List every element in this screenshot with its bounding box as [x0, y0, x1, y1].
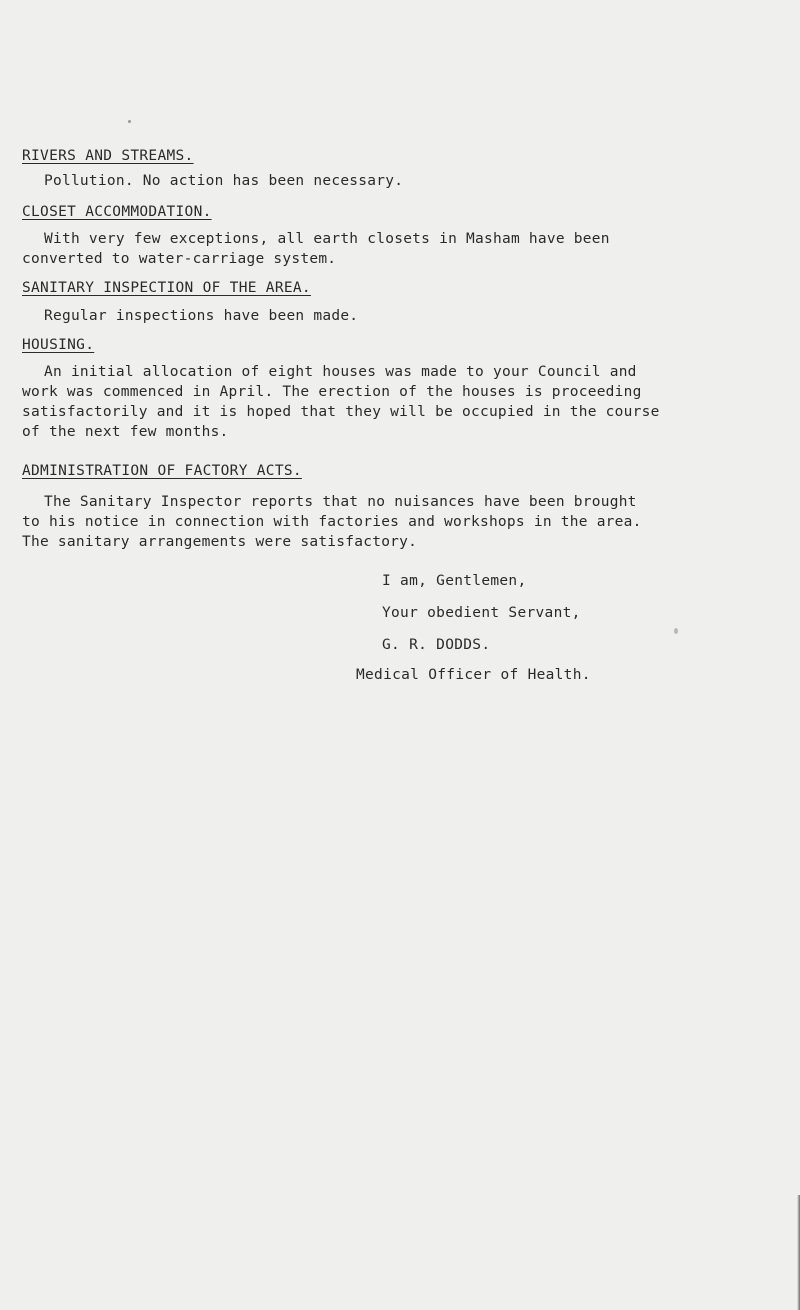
heading-closet-accommodation: CLOSET ACCOMMODATION. — [22, 204, 212, 220]
signature-name: G. R. DODDS. — [382, 637, 491, 653]
heading-housing: HOUSING. — [22, 337, 95, 353]
paragraph-administration-of-factory-acts — [22, 492, 642, 552]
paragraph-line: converted to water-carriage system. — [22, 251, 337, 267]
heading-rivers-and-streams: RIVERS AND STREAMS. — [22, 148, 194, 164]
heading-administration-of-factory-acts: ADMINISTRATION OF FACTORY ACTS. — [22, 463, 302, 479]
signature-salutation: I am, Gentlemen, — [382, 573, 527, 589]
signature-title: Medical Officer of Health. — [356, 667, 591, 683]
paragraph-line: Pollution. No action has been necessary. — [44, 173, 404, 189]
paragraph-housing — [22, 362, 660, 442]
signature-closing: Your obedient Servant, — [382, 605, 581, 621]
scan-speck — [674, 628, 678, 634]
paragraph-closet-accommodation — [22, 229, 610, 269]
paragraph-line: of the next few months. — [22, 424, 229, 440]
scan-speck — [128, 120, 131, 123]
paragraph-sanitary-inspection — [44, 306, 358, 326]
paragraph-line: With very few exceptions, all earth closets in Masham have been — [44, 231, 610, 247]
paragraph-line: The Sanitary Inspector reports that no nuisances have been brought — [44, 494, 637, 510]
paragraph-rivers-and-streams — [44, 171, 403, 191]
paragraph-line: work was commenced in April. The erection of the houses is proceeding — [22, 384, 642, 400]
paragraph-line: satisfactorily and it is hoped that they will be occupied in the course — [22, 404, 660, 420]
paragraph-line: An initial allocation of eight houses was made to your Council and — [44, 364, 637, 380]
heading-sanitary-inspection: SANITARY INSPECTION OF THE AREA. — [22, 280, 311, 296]
paragraph-line: Regular inspections have been made. — [44, 308, 359, 324]
paragraph-line: to his notice in connection with factories and workshops in the area. — [22, 514, 642, 530]
paragraph-line: The sanitary arrangements were satisfactory. — [22, 534, 418, 550]
